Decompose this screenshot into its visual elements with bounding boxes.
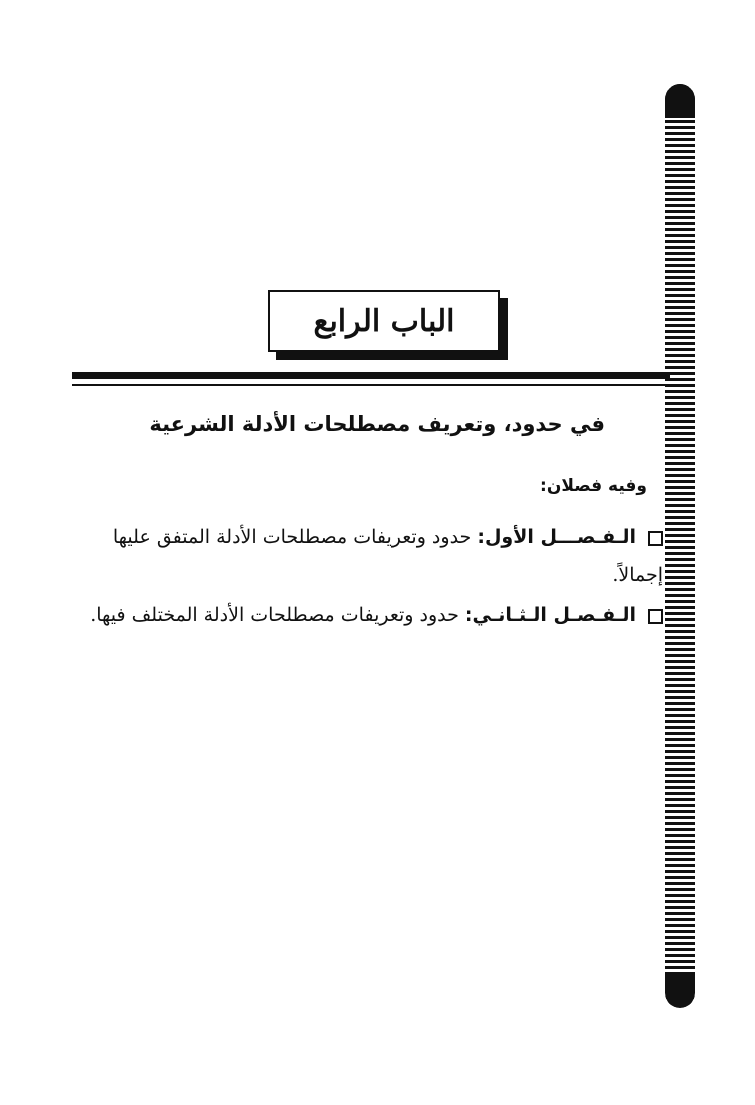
decorative-side-strip (665, 84, 695, 1008)
divider-thick (72, 372, 670, 379)
divider-thin (72, 384, 670, 386)
checkbox-bullet-icon (648, 609, 663, 624)
chapter-heading: الباب الرابع (268, 290, 500, 352)
chapter-2-text: حدود وتعريفات مصطلحات الأدلة المختلف فيها. (90, 604, 459, 626)
checkbox-bullet-icon (648, 531, 663, 546)
strip-cap-bottom (665, 974, 695, 1008)
chapter-1-title: الـفـصـــل الأول: (477, 526, 636, 548)
chapter-item-2 (83, 596, 663, 634)
chapter-heading-box (268, 290, 500, 352)
chapter-1-text: حدود وتعريفات مصطلحات الأدلة المتفق عليها إجمالاً. (112, 526, 663, 586)
chapter-2-title: الـفـصـل الـثـانـي: (464, 604, 636, 626)
chapter-item-1 (83, 518, 663, 594)
sections-label: وفيه فصلان: (540, 476, 647, 496)
strip-cap-top (665, 84, 695, 118)
chapter-subtitle: في حدود، وتعريف مصطلحات الأدلة الشرعية (149, 412, 605, 436)
